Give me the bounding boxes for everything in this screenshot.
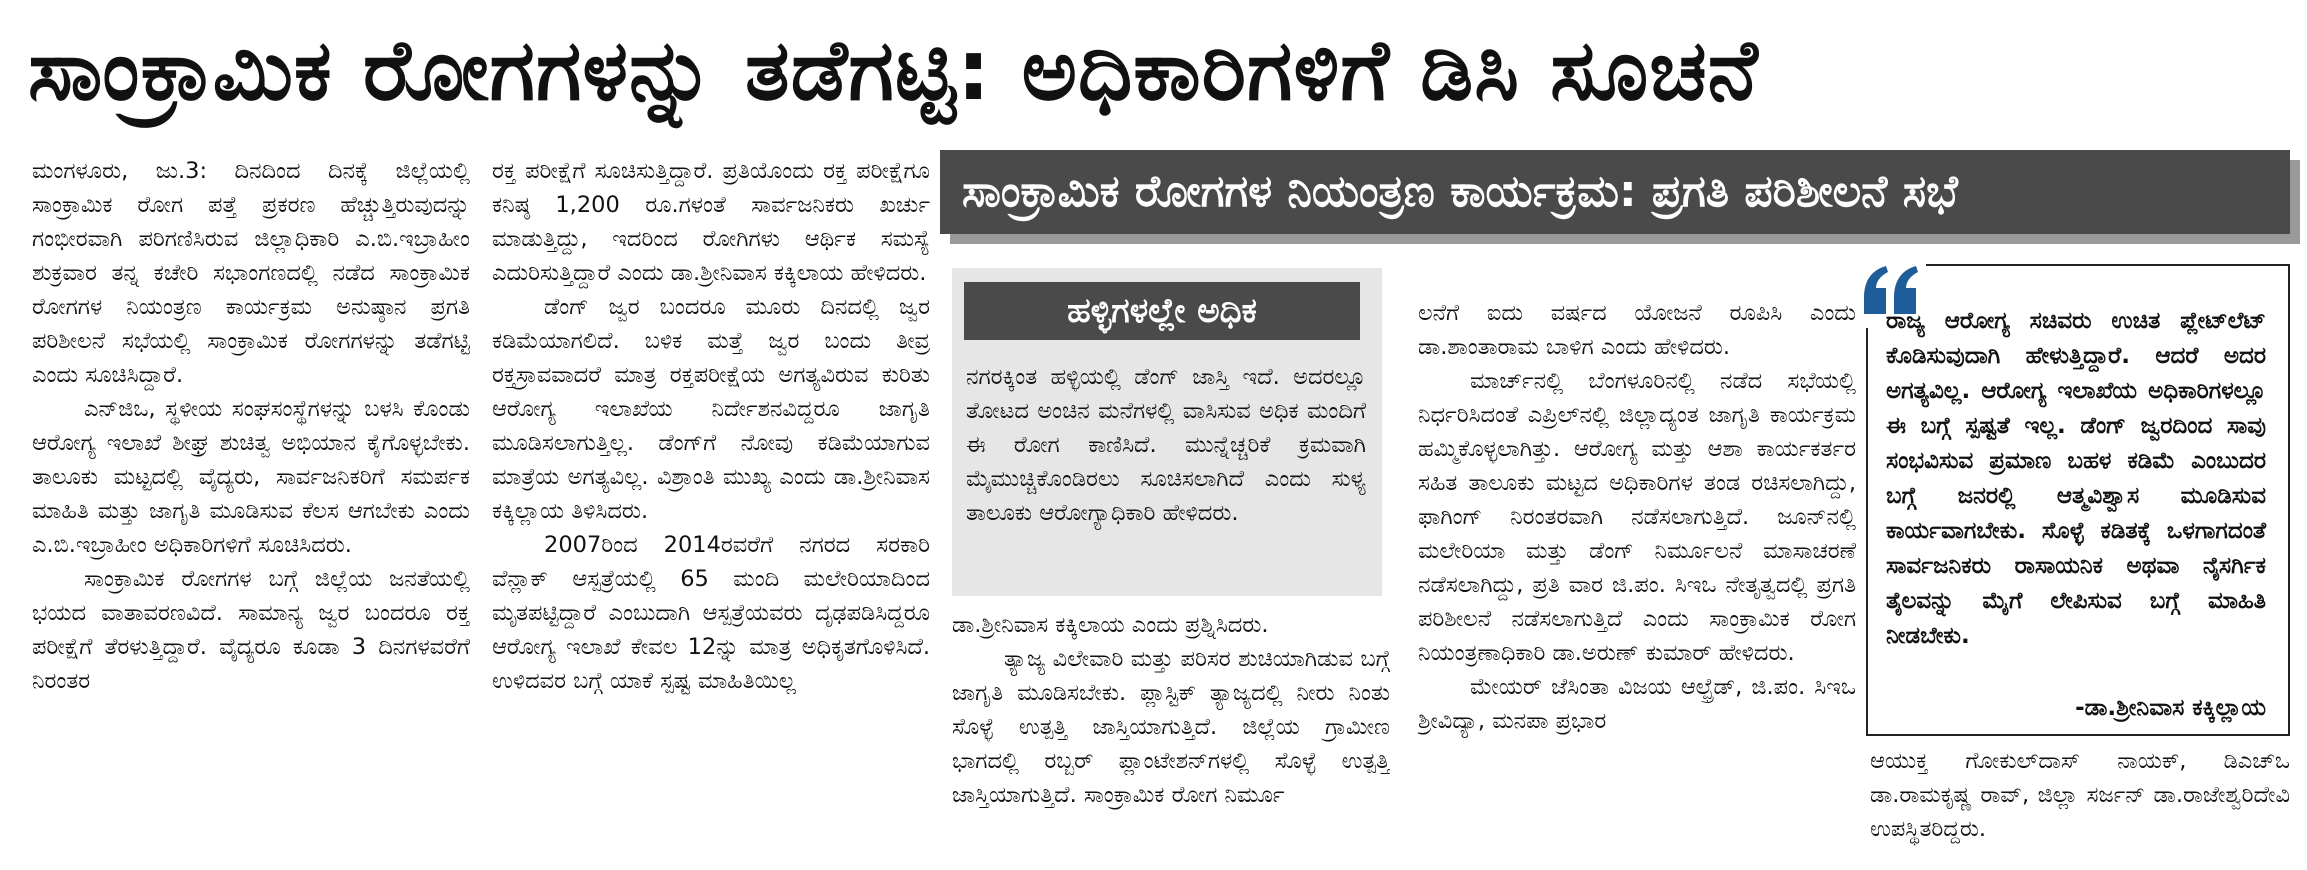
paragraph: ಡೆಂಗ್ ಜ್ವರ ಬಂದರೂ ಮೂರು ದಿನದಲ್ಲಿ ಜ್ವರ ಕಡಿಮೆಯಾಗಲಿದೆ. ಬಳಿಕ ಮತ್ತೆ ಜ್ವರ ಬಂದು ತೀವ್ರ ರಕ್ತಸ್ರಾವವಾದರೆ ಮಾತ್ರ ರಕ್ತಪರೀಕ್ಷೆಯ ಅಗತ್ಯವಿರುವ ಕುರಿತು ಆರೋಗ್ಯ ಇಲಾಖೆಯ ನಿರ್ದೇಶನವಿದ್ದರೂ ಜಾಗೃತಿ ಮೂಡಿಸಲಾಗುತ್ತಿಲ್ಲ. ಡೆಂಗ್‌ಗೆ ನೋವು ಕಡಿಮೆಯಾಗುವ ಮಾತ್ರೆಯ ಅಗತ್ಯವಿಲ್ಲ. ವಿಶ್ರಾಂತಿ ಮುಖ್ಯ ಎಂದು ಡಾ.ಶ್ರೀನಿವಾಸ ಕಕ್ಕಿಲ್ಲಾಯ ತಿಳಿಸಿದರು. [492, 294, 930, 524]
sidebar-box [952, 268, 1382, 596]
paragraph: ಮಂಗಳೂರು, ಜು.3: ದಿನದಿಂದ ದಿನಕ್ಕೆ ಜಿಲ್ಲೆಯಲ್ಲಿ ಸಾಂಕ್ರಾಮಿಕ ರೋಗ ಪತ್ತೆ ಪ್ರಕರಣ ಹೆಚ್ಚುತ್ತಿರುವುದನ್ನು ಗಂಭೀರವಾಗಿ ಪರಿಗಣಿಸಿರುವ ಜಿಲ್ಲಾಧಿಕಾರಿ ಎ.ಬಿ.ಇಬ್ರಾಹೀಂ ಶುಕ್ರವಾರ ತನ್ನ ಕಚೇರಿ ಸಭಾಂಗಣದಲ್ಲಿ ನಡೆದ ಸಾಂಕ್ರಾಮಿಕ ರೋಗಗಳ ನಿಯಂತ್ರಣ ಕಾರ್ಯಕ್ರಮ ಅನುಷ್ಠಾನ ಪ್ರಗತಿ ಪರಿಶೀಲನೆ ಸಭೆಯಲ್ಲಿ ಸಾಂಕ್ರಾಮಿಕ ರೋಗಗಳನ್ನು ತಡೆಗಟ್ಟಿ ಎಂದು ಸೂಚಿಸಿದ್ದಾರೆ. [32, 158, 470, 388]
paragraph: ಡಾ.ಶ್ರೀನಿವಾಸ ಕಕ್ಕಿಲಾಯ ಎಂದು ಪ್ರಶ್ನಿಸಿದರು. [952, 612, 1269, 638]
headline: ಸಾಂಕ್ರಾಮಿಕ ರೋಗಗಳನ್ನು ತಡೆಗಟ್ಟಿ: ಅಧಿಕಾರಿಗಳಿಗೆ ಡಿಸಿ ಸೂಚನೆ [28, 21, 1759, 119]
paragraph: ಸಾಂಕ್ರಾಮಿಕ ರೋಗಗಳ ಬಗ್ಗೆ ಜಿಲ್ಲೆಯ ಜನತೆಯಲ್ಲಿ ಭಯದ ವಾತಾವರಣವಿದೆ. ಸಾಮಾನ್ಯ ಜ್ವರ ಬಂದರೂ ರಕ್ತ ಪರೀಕ್ಷೆಗೆ ತೆರಳುತ್ತಿದ್ದಾರೆ. ವೈದ್ಯರೂ ಕೂಡಾ 3 ದಿನಗಳವರೆಗೆ ನಿರಂತರ [32, 566, 470, 694]
paragraph: ತ್ಯಾಜ್ಯ ವಿಲೇವಾರಿ ಮತ್ತು ಪರಿಸರ ಶುಚಿಯಾಗಿಡುವ ಬಗ್ಗೆ ಜಾಗೃತಿ ಮೂಡಿಸಬೇಕು. ಪ್ಲಾಸ್ಟಿಕ್ ತ್ಯಾಜ್ಯದಲ್ಲಿ ನೀರು ನಿಂತು ಸೊಳ್ಳೆ ಉತ್ಪತ್ತಿ ಜಾಸ್ತಿಯಾಗುತ್ತಿದೆ. ಜಿಲ್ಲೆಯ ಗ್ರಾಮೀಣ ಭಾಗದಲ್ಲಿ ರಬ್ಬರ್ ಪ್ಲಾಂಟೇಶನ್‌ಗಳಲ್ಲಿ ಸೊಳ್ಳೆ ಉತ್ಪತ್ತಿ ಜಾಸ್ತಿಯಾಗುತ್ತಿದೆ. ಸಾಂಕ್ರಾಮಿಕ ರೋಗ ನಿರ್ಮೂ [952, 646, 1390, 808]
article-column-2 [492, 154, 930, 866]
quote-text: ರಾಜ್ಯ ಆರೋಗ್ಯ ಸಚಿವರು ಉಚಿತ ಪ್ಲೇಟ್‌ಲೆಟ್ ಕೊಡಿಸುವುದಾಗಿ ಹೇಳುತ್ತಿದ್ದಾರೆ. ಆದರೆ ಅದರ ಅಗತ್ಯವಿಲ್ಲ. ಆರೋಗ್ಯ ಇಲಾಖೆಯ ಅಧಿಕಾರಿಗಳಲ್ಲೂ ಈ ಬಗ್ಗೆ ಸ್ಪಷ್ಟತೆ ಇಲ್ಲ. ಡೆಂಗ್ ಜ್ವರದಿಂದ ಸಾವು ಸಂಭವಿಸುವ ಪ್ರಮಾಣ ಬಹಳ ಕಡಿಮೆ ಎಂಬುದರ ಬಗ್ಗೆ ಜನರಲ್ಲಿ ಆತ್ಮವಿಶ್ವಾಸ ಮೂಡಿಸುವ ಕಾರ್ಯವಾಗಬೇಕು. ಸೊಳ್ಳೆ ಕಡಿತಕ್ಕೆ ಒಳಗಾಗದಂತೆ ಸಾರ್ವಜನಿಕರು ರಾಸಾಯನಿಕ ಅಥವಾ ನೈಸರ್ಗಿಕ ತೈಲವನ್ನು ಮೈಗೆ ಲೇಪಿಸುವ ಬಗ್ಗೆ ಮಾಹಿತಿ ನೀಡಬೇಕು. [1886, 308, 2266, 649]
paragraph: ಲನೆಗೆ ಐದು ವರ್ಷದ ಯೋಜನೆ ರೂಪಿಸಿ ಎಂದು ಡಾ.ಶಾಂತಾರಾಮ ಬಾಳಿಗ ಎಂದು ಹೇಳಿದರು. [1418, 300, 1856, 360]
article-column-3 [952, 608, 1390, 866]
subheadline: ಸಾಂಕ್ರಾಮಿಕ ರೋಗಗಳ ನಿಯಂತ್ರಣ ಕಾರ್ಯಕ್ರಮ: ಪ್ರಗತಿ ಪರಿಶೀಲನೆ ಸಭೆ [962, 166, 1958, 217]
article-column-4 [1418, 296, 1856, 866]
sidebar-body: ನಗರಕ್ಕಿಂತ ಹಳ್ಳಿಯಲ್ಲಿ ಡೆಂಗ್ ಜಾಸ್ತಿ ಇದೆ. ಅದರಲ್ಲೂ ತೋಟದ ಅಂಚಿನ ಮನೆಗಳಲ್ಲಿ ವಾಸಿಸುವ ಅಧಿಕ ಮಂದಿಗೆ ಈ ರೋಗ ಕಾಣಿಸಿದೆ. ಮುನ್ನೆಚ್ಚರಿಕೆ ಕ್ರಮವಾಗಿ ಮೈಮುಚ್ಚಿಕೊಂಡಿರಲು ಸೂಚಿಸಲಾಗಿದೆ ಎಂದು ಸುಳ್ಯ ತಾಲೂಕು ಆರೋಗ್ಯಾಧಿಕಾರಿ ಹೇಳಿದರು. [966, 364, 1366, 526]
paragraph: ಆಯುಕ್ತ ಗೋಕುಲ್‌ದಾಸ್ ನಾಯಕ್, ಡಿಎಚ್‌ಒ ಡಾ.ರಾಮಕೃಷ್ಣ ರಾವ್, ಜಿಲ್ಲಾ ಸರ್ಜನ್ ಡಾ.ರಾಜೇಶ್ವರಿದೇವಿ ಉಪಸ್ಥಿತರಿದ್ದರು. [1870, 748, 2290, 842]
quote-byline: -ಡಾ.ಶ್ರೀನಿವಾಸ ಕಕ್ಕಿಲ್ಲಾಯ [2075, 695, 2266, 721]
paragraph: 2007ರಿಂದ 2014ರವರೆಗೆ ನಗರದ ಸರಕಾರಿ ವೆನ್ಲಾಕ್ ಆಸ್ಪತ್ರೆಯಲ್ಲಿ 65 ಮಂದಿ ಮಲೇರಿಯಾದಿಂದ ಮೃತಪಟ್ಟಿದ್ದಾರೆ ಎಂಬುದಾಗಿ ಆಸ್ಪತ್ರೆಯವರು ದೃಢಪಡಿಸಿದ್ದರೂ ಆರೋಗ್ಯ ಇಲಾಖೆ ಕೇವಲ 12ನ್ನು ಮಾತ್ರ ಅಧಿಕೃತಗೊಳಿಸಿದೆ. ಉಳಿದವರ ಬಗ್ಗೆ ಯಾಕೆ ಸ್ಪಷ್ಟ ಮಾಹಿತಿಯಿಲ್ಲ [492, 532, 930, 694]
paragraph: ಮೇಯರ್ ಜೆಸಿಂತಾ ವಿಜಯ ಆಲ್ಫ್ರೆಡ್, ಜಿ.ಪಂ. ಸಿಇಒ ಶ್ರೀವಿದ್ಯಾ, ಮನಪಾ ಪ್ರಭಾರ [1418, 674, 1856, 734]
subheadline-banner [940, 150, 2290, 234]
paragraph: ರಕ್ತ ಪರೀಕ್ಷೆಗೆ ಸೂಚಿಸುತ್ತಿದ್ದಾರೆ. ಪ್ರತಿಯೊಂದು ರಕ್ತ ಪರೀಕ್ಷೆಗೂ ಕನಿಷ್ಠ 1,200 ರೂ.ಗಳಂತೆ ಸಾರ್ವಜನಿಕರು ಖರ್ಚು ಮಾಡುತ್ತಿದ್ದು, ಇದರಿಂದ ರೋಗಿಗಳು ಆರ್ಥಿಕ ಸಮಸ್ಯೆ ಎದುರಿಸುತ್ತಿದ್ದಾರೆ ಎಂದು ಡಾ.ಶ್ರೀನಿವಾಸ ಕಕ್ಕಿಲಾಯ ಹೇಳಿದರು. [492, 158, 930, 286]
article-column-5 [1870, 744, 2290, 866]
paragraph: ಎನ್‌ಜಿಒ, ಸ್ಥಳೀಯ ಸಂಘಸಂಸ್ಥೆಗಳನ್ನು ಬಳಸಿ ಕೊಂಡು ಆರೋಗ್ಯ ಇಲಾಖೆ ಶೀಘ್ರ ಶುಚಿತ್ವ ಅಭಿಯಾನ ಕೈಗೊಳ್ಳಬೇಕು. ತಾಲೂಕು ಮಟ್ಟದಲ್ಲಿ ವೈದ್ಯರು, ಸಾರ್ವಜನಿಕರಿಗೆ ಸಮರ್ಪಕ ಮಾಹಿತಿ ಮತ್ತು ಜಾಗೃತಿ ಮೂಡಿಸುವ ಕೆಲಸ ಆಗಬೇಕು ಎಂದು ಎ.ಬಿ.ಇಬ್ರಾಹೀಂ ಅಧಿಕಾರಿಗಳಿಗೆ ಸೂಚಿಸಿದರು. [32, 396, 470, 558]
article-column-1 [32, 154, 470, 866]
sidebar-title: ಹಳ್ಳಿಗಳಲ್ಲೇ ಅಧಿಕ [964, 282, 1360, 340]
paragraph: ಮಾರ್ಚ್‌ನಲ್ಲಿ ಬೆಂಗಳೂರಿನಲ್ಲಿ ನಡೆದ ಸಭೆಯಲ್ಲಿ ನಿರ್ಧರಿಸಿದಂತೆ ಎಪ್ರಿಲ್‌ನಲ್ಲಿ ಜಿಲ್ಲಾದ್ಯಂತ ಜಾಗೃತಿ ಕಾರ್ಯಕ್ರಮ ಹಮ್ಮಿಕೊಳ್ಳಲಾಗಿತ್ತು. ಆರೋಗ್ಯ ಮತ್ತು ಆಶಾ ಕಾರ್ಯಕರ್ತರ ಸಹಿತ ತಾಲೂಕು ಮಟ್ಟದ ಅಧಿಕಾರಿಗಳ ತಂಡ ರಚಿಸಲಾಗಿದ್ದು, ಫಾಗಿಂಗ್ ನಿರಂತರವಾಗಿ ನಡೆಸಲಾಗುತ್ತಿದೆ. ಜೂನ್‌ನಲ್ಲಿ ಮಲೇರಿಯಾ ಮತ್ತು ಡೆಂಗ್ ನಿರ್ಮೂಲನೆ ಮಾಸಾಚರಣೆ ನಡೆಸಲಾಗಿದ್ದು, ಪ್ರತಿ ವಾರ ಜಿ.ಪಂ. ಸಿಇಒ ನೇತೃತ್ವದಲ್ಲಿ ಪ್ರಗತಿ ಪರಿಶೀಲನೆ ನಡೆಸಲಾಗುತ್ತಿದೆ ಎಂದು ಸಾಂಕ್ರಾಮಿಕ ರೋಗ ನಿಯಂತ್ರಣಾಧಿಕಾರಿ ಡಾ.ಅರುಣ್ ಕುಮಾರ್ ಹೇಳಿದರು. [1418, 368, 1856, 666]
